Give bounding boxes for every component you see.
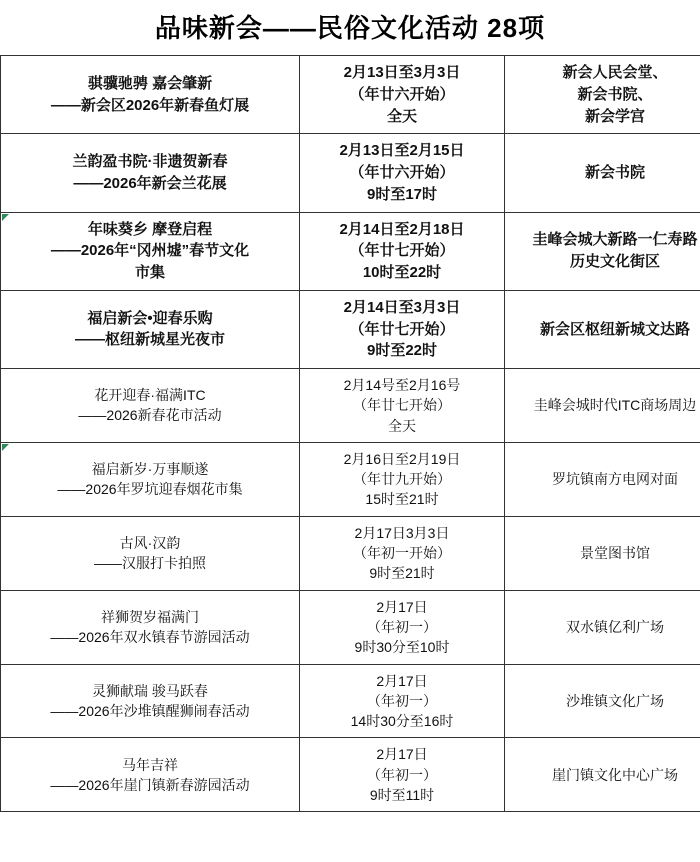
activity-time-cell: [300, 590, 505, 664]
activity-name-cell-line: 古风·汉韵: [119, 534, 181, 551]
activity-time-cell-line: （年廿六开始）: [349, 85, 455, 103]
activity-name-cell-line: ——2026年“冈州墟”春节文化: [50, 242, 250, 260]
activity-time-cell-line: 9时至11时: [369, 787, 435, 804]
activity-name-cell-line: ——2026年新会兰花展: [73, 174, 227, 192]
activity-name-cell-line: 福启新岁·万事顺遂: [91, 461, 209, 478]
activity-time-cell-line: （年廿六开始）: [349, 164, 455, 181]
activity-schedule-table: [0, 55, 700, 812]
activity-name-cell-line: ——2026年双水镇春节游园活动: [50, 629, 250, 646]
activity-time-cell-line: （年廿七开始）: [353, 397, 451, 414]
activity-name-cell-line: ——2026年沙堆镇醒狮闹春活动: [50, 703, 250, 719]
activity-name-cell-line: 兰韵盈书院·非遗贺新春: [72, 153, 228, 171]
activity-place-cell-line: 新会书院、: [577, 85, 653, 103]
activity-time-cell: [300, 516, 505, 590]
activity-time-cell-line: 2月13日至2月15日: [339, 142, 465, 160]
activity-name-cell-line: ——2026新春花市活动: [78, 407, 222, 424]
table-row: [1, 442, 700, 516]
activity-time-cell-line: （年初一）: [367, 618, 437, 635]
table-row: [1, 738, 700, 812]
activity-time-cell: [300, 134, 505, 212]
activity-name-cell-line: 年味葵乡 摩登启程: [87, 220, 213, 238]
activity-place-cell: [505, 590, 700, 664]
table-row: [1, 134, 700, 212]
activity-place-cell-line: 新会书院: [584, 164, 645, 181]
table-row: [1, 516, 700, 590]
activity-place-cell: [505, 212, 700, 290]
activity-name-cell-line: ——新会区2026年新春鱼灯展: [50, 96, 250, 114]
table-row: [1, 212, 700, 290]
activity-time-cell-line: 2月16日至2月19日: [343, 450, 461, 467]
activity-time-cell: [300, 290, 505, 368]
activity-place-cell-line: 历史文化街区: [569, 253, 660, 271]
corner-marker-icon: [2, 214, 9, 221]
activity-time-cell-line: 9时至21时: [369, 565, 435, 582]
activity-name-cell-line: 福启新会•迎春乐购: [87, 309, 213, 327]
table-body: [1, 56, 700, 812]
corner-marker-icon: [2, 444, 9, 451]
activity-time-cell-line: 2月17日: [376, 672, 428, 689]
activity-name-cell-line: 市集: [134, 264, 165, 281]
activity-place-cell-line: 圭峰会城大新路一仁寿路: [532, 231, 698, 249]
activity-time-cell-line: （年廿七开始）: [349, 320, 455, 338]
activity-name-cell-line: 灵狮献瑞 骏马跃春: [92, 682, 208, 699]
activity-time-cell-line: 2月14号至2月16号: [343, 377, 461, 393]
activity-time-cell-line: 2月17日: [376, 598, 428, 615]
activity-place-cell: [505, 516, 700, 590]
activity-name-cell-line: 花开迎春·福满ITC: [94, 387, 206, 404]
activity-time-cell-line: 2月14日至3月3日: [343, 298, 461, 316]
activity-place-cell-line: 沙堆镇文化广场: [566, 692, 664, 709]
activity-name-cell: [1, 516, 300, 590]
activity-time-cell-line: 9时至17时: [366, 185, 438, 203]
activity-name-cell: [1, 56, 300, 134]
activity-time-cell-line: （年廿七开始）: [349, 242, 455, 260]
activity-time-cell-line: 9时至22时: [366, 342, 438, 360]
activity-name-cell-line: ——枢纽新城星光夜市: [74, 331, 225, 349]
activity-time-cell: [300, 738, 505, 812]
activity-name-cell-line: ——汉服打卡拍照: [94, 555, 206, 572]
activity-time-cell-line: 15时至21时: [365, 491, 439, 508]
activity-place-cell-line: 景堂图书馆: [580, 545, 650, 562]
table-row: [1, 590, 700, 664]
activity-time-cell-line: （年初一）: [367, 766, 437, 783]
activity-time-cell-line: （年初一）: [367, 692, 437, 709]
table-row: [1, 56, 700, 134]
activity-name-cell: [1, 590, 300, 664]
activity-place-cell: [505, 134, 700, 212]
activity-time-cell-line: 14时30分至16时: [350, 713, 454, 730]
activity-time-cell-line: 全天: [388, 417, 416, 434]
activity-time-cell-line: 10时至22时: [362, 264, 442, 281]
activity-time-cell: [300, 442, 505, 516]
activity-name-cell: [1, 664, 300, 738]
activity-time-cell: [300, 664, 505, 738]
activity-name-cell-line: ——2026年崖门镇新春游园活动: [50, 776, 250, 793]
activity-time-cell-line: 2月17日3月3日: [354, 524, 450, 541]
activity-time-cell: [300, 56, 505, 134]
activity-name-cell: [1, 290, 300, 368]
activity-place-cell-line: 崖门镇文化中心广场: [552, 766, 678, 783]
activity-name-cell-line: ——2026年罗坑迎春烟花市集: [57, 481, 243, 498]
activity-time-cell-line: （年廿九开始）: [353, 471, 451, 488]
table-row: [1, 664, 700, 738]
activity-name-cell-line: 骐骥驰骋 嘉会肇新: [87, 74, 213, 92]
activity-time-cell-line: （年初一开始）: [353, 545, 451, 562]
activity-place-cell: [505, 738, 700, 812]
activity-time-cell-line: 9时30分至10时: [354, 639, 450, 656]
activity-place-cell-line: 双水镇亿利广场: [566, 618, 664, 635]
activity-name-cell: [1, 212, 300, 290]
activity-place-cell-line: 新会人民会堂、: [562, 64, 668, 81]
activity-time-cell-line: 全天: [386, 107, 417, 125]
activity-place-cell-line: 罗坑镇南方电网对面: [552, 471, 678, 488]
activity-place-cell: [505, 664, 700, 738]
activity-time-cell: [300, 369, 505, 443]
activity-time-cell: [300, 212, 505, 290]
activity-name-cell: [1, 369, 300, 443]
activity-place-cell: [505, 56, 700, 134]
activity-name-cell-line: 马年吉祥: [122, 756, 178, 773]
activity-time-cell-line: 2月13日至3月3日: [343, 64, 461, 81]
table-row: [1, 369, 700, 443]
activity-time-cell-line: 2月17日: [376, 746, 428, 763]
activity-name-cell-line: 祥狮贺岁福满门: [101, 608, 199, 625]
activity-name-cell: [1, 442, 300, 516]
activity-place-cell-line: 新会区枢纽新城文达路: [539, 320, 690, 338]
activity-place-cell-line: 新会学宫: [584, 107, 645, 125]
activity-time-cell-line: 2月14日至2月18日: [339, 220, 465, 238]
activity-place-cell: [505, 442, 700, 516]
activity-place-cell-line: 圭峰会城时代ITC商场周边: [533, 397, 697, 414]
activity-place-cell: [505, 290, 700, 368]
activity-name-cell: [1, 738, 300, 812]
page-title: 品味新会——民俗文化活动 28项: [154, 13, 546, 43]
activity-place-cell: [505, 369, 700, 443]
table-row: [1, 290, 700, 368]
activity-name-cell: [1, 134, 300, 212]
